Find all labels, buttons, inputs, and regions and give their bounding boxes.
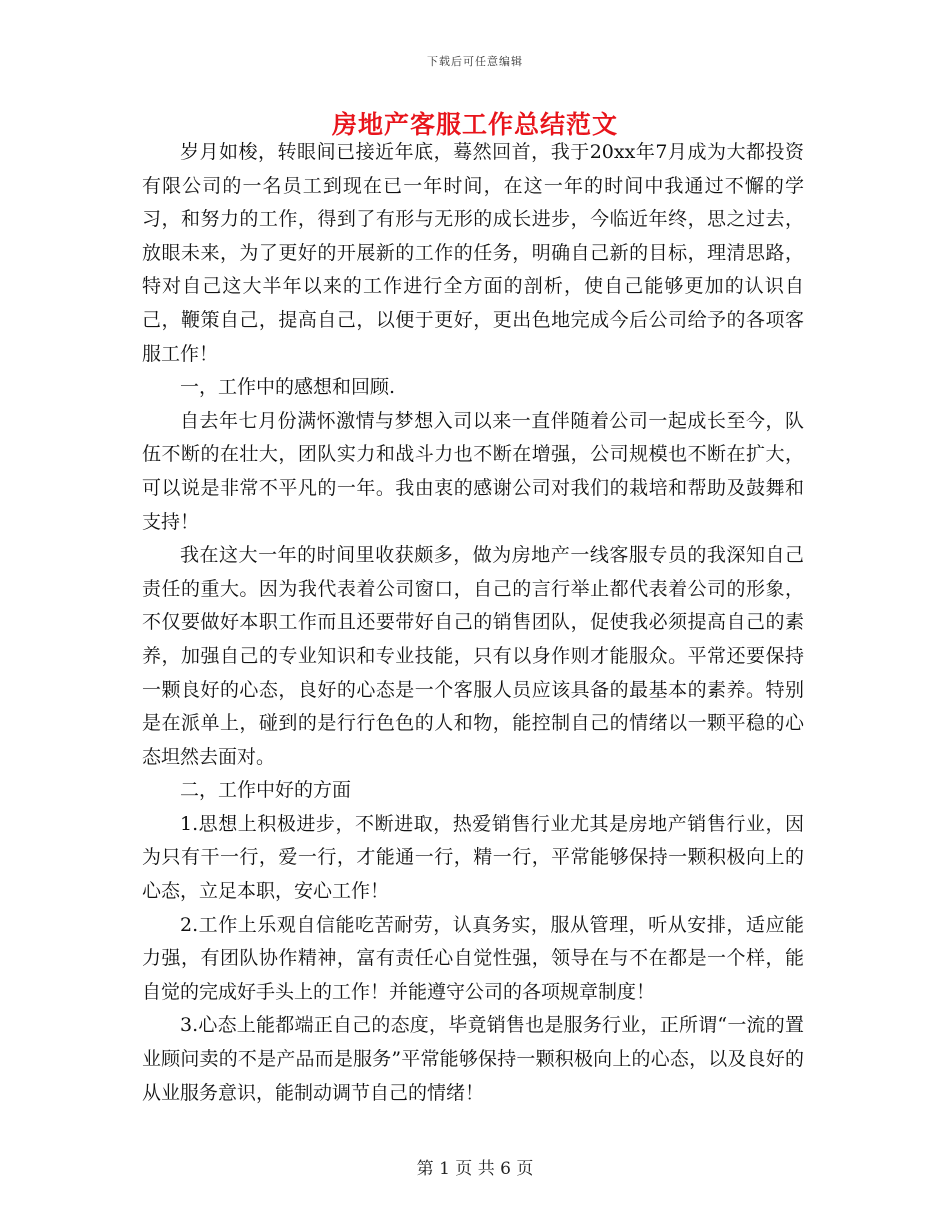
page-number-label: 第 1 页 共 6 页 — [416, 1159, 534, 1179]
paragraph-responsibility: 我在这大一年的时间里收获颇多，做为房地产一线客服专员的我深知自己责任的重大。因为我代表着公司窗口，自己的言行举止都代表着公司的形象，不仅要做好本职工作而且还要带好自己的销售团队，促使我必须提高自己的素养，加强自己的专业知识和专业技能，只有以身作则才能服众。平常还要保持一颗良好的心态，良好的心态是一个客服人员应该具备的最基本的素养。特别是在派单上，碰到的是行行色色的人和物，能控制自己的情绪以一颗平稳的心态坦然去面对。 — [142, 544, 804, 768]
section-heading-2: 二，工作中好的方面 — [180, 779, 352, 802]
download-note: 下载后可任意编辑 — [427, 55, 523, 68]
paragraph-intro: 岁月如梭，转眼间已接近年底，蓦然回首，我于20xx年7月成为大都投资有限公司的一名员工到现在已一年时间，在这一年的时间中我通过不懈的学习，和努力的工作，得到了有形与无形的成长进步，今临近年终，思之过去，放眼未来，为了更好的开展新的工作的任务，明确自己新的目标，理清思路，特对自己这大半年以来的工作进行全方面的剖析，使自己能够更加的认识自己，鞭策自己，提高自己，以便于更好，更出色地完成今后公司给予的各项客服工作！ — [142, 141, 804, 365]
document-title: 房地产客服工作总结范文 — [331, 110, 618, 139]
list-item-3: 3.心态上能都端正自己的态度，毕竟销售也是服务行业，正所谓“一流的置业顾问卖的不是产品而是服务”平常能够保持一颗积极向上的心态，以及良好的从业服务意识，能制动调节自己的情绪！ — [142, 1014, 804, 1104]
page-number — [0, 1154, 950, 1179]
list-item-1: 1.思想上积极进步，不断进取，热爱销售行业尤其是房地产销售行业，因为只有干一行，爱一行，才能通一行，精一行，平常能够保持一颗积极向上的心态，立足本职，安心工作！ — [142, 812, 804, 903]
list-item-2: 2.工作上乐观自信能吃苦耐劳，认真务实，服从管理，听从安排，适应能力强，有团队协作精神，富有责任心自觉性强，领导在与不在都是一个样，能自觉的完成好手头上的工作！并能遵守公司的各项规章制度！ — [142, 913, 804, 1003]
paragraph-review: 自去年七月份满怀激情与梦想入司以来一直伴随着公司一起成长至今，队伍不断的在壮大，团队实力和战斗力也不断在增强，公司规模也不断在扩大，可以说是非常不平凡的一年。我由衷的感谢公司对我们的栽培和帮助及鼓舞和支持！ — [142, 409, 804, 533]
document-body — [142, 136, 804, 1110]
section-heading-1: 一，工作中的感想和回顾. — [180, 376, 396, 399]
